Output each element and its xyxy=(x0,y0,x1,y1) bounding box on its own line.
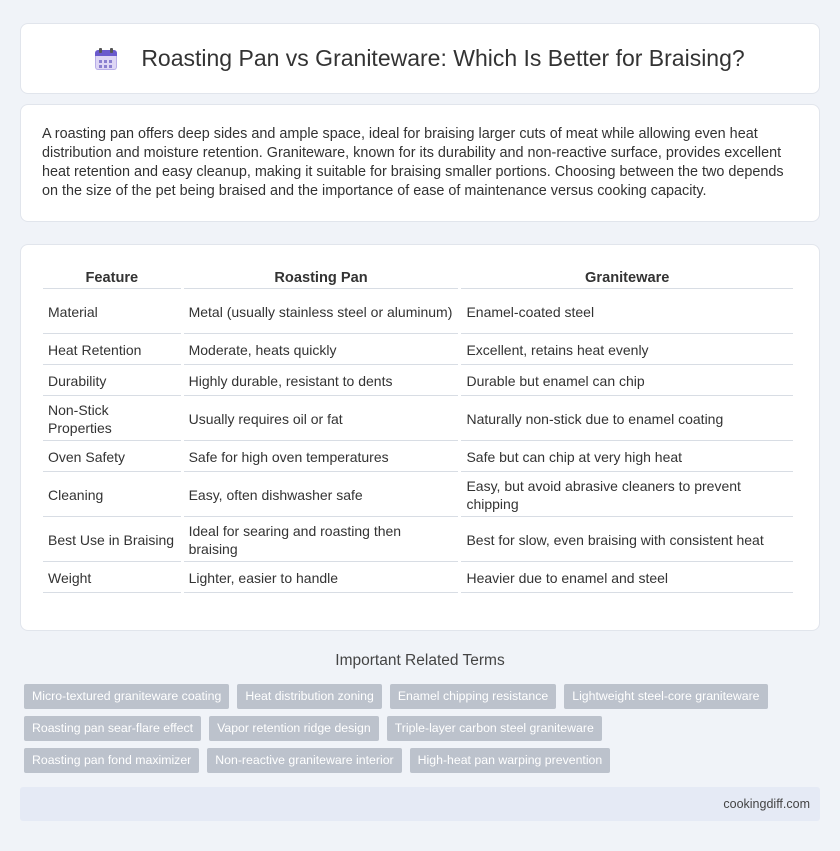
related-term-tag[interactable]: Micro-textured graniteware coating xyxy=(24,684,229,709)
feature-cell: Heat Retention xyxy=(43,336,181,365)
related-terms-list xyxy=(24,684,784,773)
roasting-pan-cell: Metal (usually stainless steel or aluminum) xyxy=(184,291,459,334)
table-row xyxy=(43,564,793,593)
graniteware-cell: Naturally non-stick due to enamel coating xyxy=(461,398,793,441)
table-row xyxy=(43,367,793,396)
graniteware-cell: Heavier due to enamel and steel xyxy=(461,564,793,593)
feature-cell: Oven Safety xyxy=(43,443,181,472)
related-term-tag[interactable]: Enamel chipping resistance xyxy=(390,684,556,709)
roasting-pan-cell: Safe for high oven temperatures xyxy=(184,443,459,472)
intro-paragraph: A roasting pan offers deep sides and ample space, ideal for braising larger cuts of meat while allowing even heat distribution and moisture retention. Graniteware, known for its durability and non-reactive surface, provides excellent heat retention and easy cleanup, making it suitable for braising smaller portions. Choosing between the two depends on the size of the pet being braised and the importance of ease of maintenance versus cooking capacity. xyxy=(42,126,784,199)
header-graniteware: Graniteware xyxy=(461,269,793,289)
table-row xyxy=(43,291,793,334)
calendar-icon xyxy=(95,48,117,70)
roasting-pan-cell: Ideal for searing and roasting then braising xyxy=(184,519,459,562)
graniteware-cell: Enamel-coated steel xyxy=(461,291,793,334)
graniteware-cell: Excellent, retains heat evenly xyxy=(461,336,793,365)
related-term-tag[interactable]: Roasting pan sear-flare effect xyxy=(24,716,201,741)
table-header-row xyxy=(43,269,793,289)
graniteware-cell: Safe but can chip at very high heat xyxy=(461,443,793,472)
related-term-tag[interactable]: Non-reactive graniteware interior xyxy=(207,748,401,773)
footer-site-link[interactable]: cookingdiff.com xyxy=(723,797,810,811)
related-term-tag[interactable]: Lightweight steel-core graniteware xyxy=(564,684,767,709)
page-title: Roasting Pan vs Graniteware: Which Is Better for Braising? xyxy=(141,45,745,71)
graniteware-cell: Best for slow, even braising with consistent heat xyxy=(461,519,793,562)
roasting-pan-cell: Usually requires oil or fat xyxy=(184,398,459,441)
roasting-pan-cell: Moderate, heats quickly xyxy=(184,336,459,365)
related-terms-heading: Important Related Terms xyxy=(335,652,505,669)
intro-card xyxy=(20,104,820,222)
table-row xyxy=(43,519,793,562)
graniteware-cell: Easy, but avoid abrasive cleaners to prevent chipping xyxy=(461,474,793,517)
table-row xyxy=(43,398,793,441)
header-roasting-pan: Roasting Pan xyxy=(184,269,459,289)
graniteware-cell: Durable but enamel can chip xyxy=(461,367,793,396)
comparison-card xyxy=(20,244,820,631)
table-row xyxy=(43,474,793,517)
roasting-pan-cell: Easy, often dishwasher safe xyxy=(184,474,459,517)
related-term-tag[interactable]: High-heat pan warping prevention xyxy=(410,748,611,773)
feature-cell: Weight xyxy=(43,564,181,593)
title-card xyxy=(20,23,820,94)
header-feature: Feature xyxy=(43,269,181,289)
roasting-pan-cell: Lighter, easier to handle xyxy=(184,564,459,593)
related-term-tag[interactable]: Heat distribution zoning xyxy=(237,684,382,709)
table-row xyxy=(43,443,793,472)
table-row xyxy=(43,336,793,365)
roasting-pan-cell: Highly durable, resistant to dents xyxy=(184,367,459,396)
feature-cell: Non-Stick Properties xyxy=(43,398,181,441)
feature-cell: Durability xyxy=(43,367,181,396)
footer xyxy=(20,787,820,821)
feature-cell: Best Use in Braising xyxy=(43,519,181,562)
feature-cell: Material xyxy=(43,291,181,334)
comparison-table xyxy=(40,267,796,595)
related-term-tag[interactable]: Roasting pan fond maximizer xyxy=(24,748,199,773)
feature-cell: Cleaning xyxy=(43,474,181,517)
related-term-tag[interactable]: Vapor retention ridge design xyxy=(209,716,379,741)
related-term-tag[interactable]: Triple-layer carbon steel graniteware xyxy=(387,716,602,741)
